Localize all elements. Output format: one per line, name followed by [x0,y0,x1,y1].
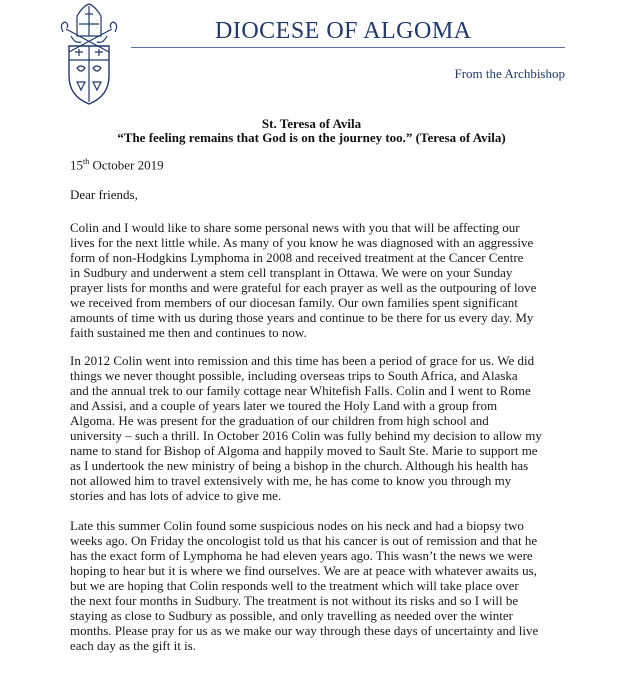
date-day: 15 [70,157,83,173]
paragraph-line: In 2012 Colin went into remission and this time has been a period of grace for us. We did [70,353,535,368]
paragraph-line: each day as the gift it is. [70,638,196,653]
paragraph-line: weeks ago. On Friday the oncologist told us that his cancer is out of remission and that he [70,533,538,548]
paragraph-line: name to stand for Bishop of Algoma and happily moved to Sault Ste. Marie to support me [70,443,538,458]
quote-heading: St. Teresa of Avila [261,116,362,131]
paragraph-line: university – such a thrill. In October 2016 Colin was fully behind my decision to allow my [70,428,542,443]
paragraph-line: form of non-Hodgkins Lymphoma in 2008 and received treatment at the Cancer Centre [70,250,524,265]
paragraph-line: the next four months in Sudbury. The treatment is not without its risks and so I will be [70,593,519,608]
paragraph-line: hoping to hear but it is where we find ourselves. We are at peace with whatever awaits us, [70,563,537,578]
letter-paragraph-1 [70,220,560,340]
paragraph-line: and the annual trek to our family cottage near Whitefish Falls. Colin and I went to Rome [70,383,531,398]
paragraph-line: amounts of time with us during those years and continue to be there for us every day. My [70,310,534,325]
letter-greeting: Dear friends, [70,187,138,202]
paragraph-line: but we are hoping that Colin responds well to the treatment which will take place over [70,578,519,593]
paragraph-line: staying as close to Sudbury as possible, and only travelling as needed over the winter [70,608,513,623]
paragraph-line: faith sustained me then and continues to now. [70,325,307,340]
date-suffix: th [83,157,90,166]
quote-text: “The feeling remains that God is on the journey too.” (Teresa of Avila) [117,130,506,145]
paragraph-line: lives for the next little while. As many of you know he was diagnosed with an aggressive [70,235,534,250]
paragraph-line: Late this summer Colin found some suspicious nodes on his neck and had a biopsy two [70,518,524,533]
paragraph-line: in Sudbury and underwent a stem cell transplant in Ottawa. We were on your Sunday [70,265,513,280]
paragraph-line: we received from members of our diocesan family. Our own families spent significant [70,295,518,310]
paragraph-line: months. Please pray for us as we make our way through these days of uncertainty and live [70,623,539,638]
letterhead-subtitle: From the Archbishop [454,66,565,81]
paragraph-line: as I undertook the new ministry of being a bishop in the church. Although his health has [70,458,529,473]
letter-paragraph-3 [70,518,560,653]
paragraph-line: stories and has lots of advice to give me. [70,488,282,503]
letter-paragraph-2 [70,353,560,503]
date-rest: October 2019 [89,157,164,173]
letter-date [70,157,164,173]
paragraph-line: Algoma. He was present for the graduation of our children from high school and [70,413,489,428]
paragraph-line: prayer lists for months and were grateful for each prayer as well as the outpouring of love [70,280,537,295]
paragraph-line: has the exact form of Lymphoma he had eleven years ago. This wasn’t the news we were [70,548,533,563]
paragraph-line: and Assisi, and a couple of years later we toured the Holy Land with a group from [70,398,498,413]
paragraph-line: things we never thought possible, including overseas trips to South Africa, and Alaska [70,368,518,383]
paragraph-line: Colin and I would like to share some personal news with you that will be affecting our [70,220,520,235]
diocese-crest-logo [57,2,121,107]
letterhead-title: DIOCESE OF ALGOMA [215,18,472,44]
letterhead-rule [131,47,565,48]
paragraph-line: not allowed him to travel extensively with me, he has come to know you through my [70,473,512,488]
